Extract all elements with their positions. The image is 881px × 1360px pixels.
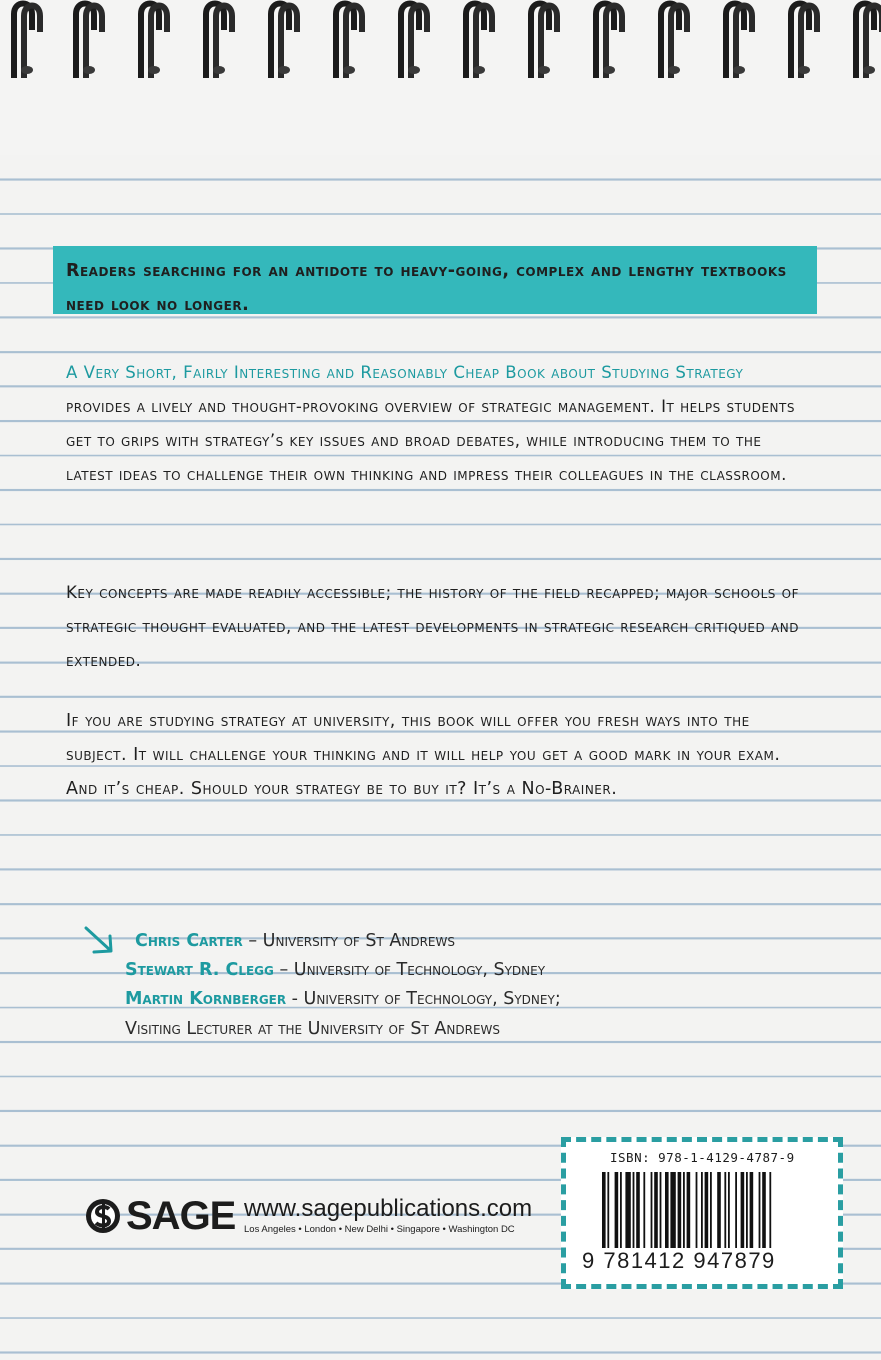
description-paragraph-3: If you are studying strategy at university, this book will offer you fresh ways into the subject. It will challenge your thinking and it will help you get a good mark in your exam. And it’s cheap. Should your strategy be to buy it? It’s a No-Brainer. [66, 711, 781, 799]
sage-logo-icon [84, 1196, 122, 1236]
arrow-icon [80, 926, 120, 958]
binding-hole [278, 66, 290, 74]
author-1 [135, 926, 455, 956]
binding-hole [343, 66, 355, 74]
author-affiliation: – University of St Andrews [242, 931, 455, 951]
author-name: Chris Carter [135, 931, 243, 951]
binding-hole [538, 66, 550, 74]
spiral-binding [0, 0, 881, 80]
description-paragraph-1-text: provides a lively and thought-provoking overview of strategic management. It helps students get to grips with strategy’s key issues and broad debates, while introducing them to the latest ideas to challenge their own thinking and impress their colleagues in the classroom. [66, 397, 795, 484]
binding-hole [148, 66, 160, 74]
author-name: Martin Kornberger [125, 989, 287, 1009]
publisher-cities: Los Angeles • London • New Delhi • Singapore • Washington DC [244, 1224, 515, 1235]
isbn-barcode [561, 1137, 843, 1289]
author-2 [125, 955, 545, 985]
publisher-block [84, 1194, 554, 1244]
binding-hole [668, 66, 680, 74]
binding-hole [83, 66, 95, 74]
binding-hole [863, 66, 875, 74]
binding-hole [213, 66, 225, 74]
binding-hole [603, 66, 615, 74]
barcode-digits: 9 781412 947879 [582, 1248, 776, 1273]
author-name: Stewart R. Clegg [125, 960, 274, 980]
binding-hole [473, 66, 485, 74]
publisher-name: SAGE [126, 1194, 236, 1238]
binding-hole [408, 66, 420, 74]
description-paragraph-2: Key concepts are made readily accessible; the history of the field recapped; major schools of strategic thought evaluated, and the latest developments in strategic research critiqued and extended. [66, 583, 799, 670]
author-3 [125, 984, 561, 1014]
intro-text: Readers searching for an antidote to heavy-going, complex and lengthy textbooks need look no longer. [66, 261, 787, 315]
isbn-label: ISBN: 978-1-4129-4787-9 [610, 1150, 795, 1165]
binding-hole [733, 66, 745, 74]
author-3-extra: Visiting Lecturer at the University of St Andrews [125, 1019, 501, 1039]
author-affiliation: – University of Technology, Sydney [273, 960, 546, 980]
binding-hole [21, 66, 33, 74]
author-affiliation: - University of Technology, Sydney; [286, 989, 561, 1009]
binding-hole [798, 66, 810, 74]
description-paragraph-1 [66, 356, 806, 492]
book-title: A Very Short, Fairly Interesting and Reasonably Cheap Book about Studying Strategy [66, 363, 744, 382]
publisher-url[interactable]: www.sagepublications.com [244, 1195, 533, 1222]
